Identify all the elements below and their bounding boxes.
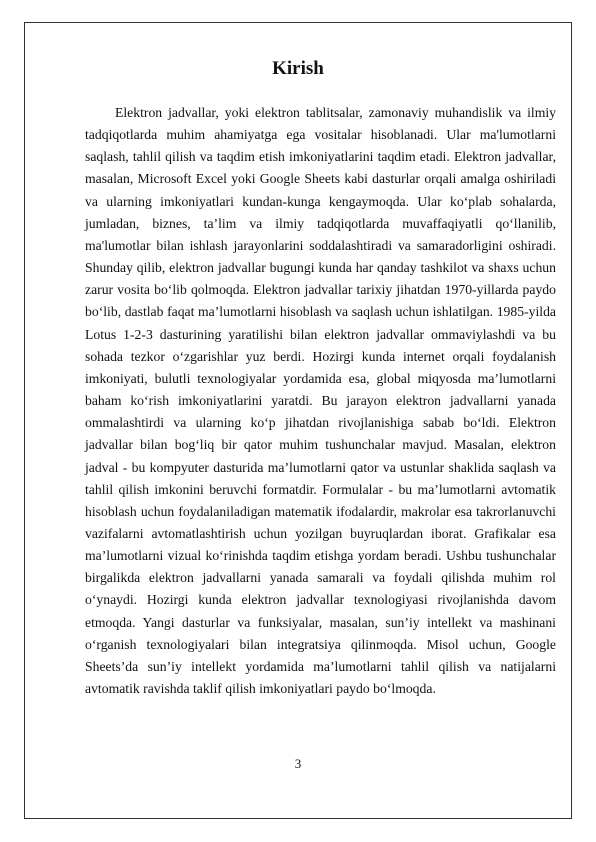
body-paragraph: Elektron jadvallar, yoki elektron tablitsalar, zamonaviy muhandislik va ilmiy tadqiqotlarda muhim ahamiyatga ega vositalar hisoblanadi. Ular ma'lumotlarni saqlash, tahlil qilish va taqdim etish imkoniyatlarini taqdim etadi. Elektron jadvallar, masalan, Microsoft Excel yoki Google Sheets kabi dasturlar orqali amalga oshiriladi va ularning imkoniyatlari kundan-kunga kengaymoqda. Ular ko‘plab sohalarda, jumladan, biznes, ta’lim va ilmiy tadqiqotlarda muvaffaqiyatli qo‘llanilib, ma'lumotlar bilan ishlash jarayonlarini soddalashtiradi va samaradorligini oshiradi. Shunday qilib, elektron jadvallar bugungi kunda har qanday tashkilot va shaxs uchun zarur vosita bo‘lib qolmoqda. Elektron jadvallar tarixiy jihatdan 1970-yillarda paydo bo‘lib, dastlab faqat ma’lumotlarni hisoblash va saqlash uchun ishlatilgan. 1985-yilda Lotus 1-2-3 dasturining yaratilishi bilan elektron jadvallar ommaviylashdi va bu sohada tezkor o‘zgarishlar yuz berdi. Hozirgi kunda internet orqali foydalanish imkoniyati, bulutli texnologiyalar yordamida esa, global miqyosda ma’lumotlarni baham ko‘rish imkoniyatlarini yaratdi. Bu jarayon elektron jadvallarni yanada ommalashtirdi va ularning ko‘p jihatdan rivojlanishiga sabab bo‘ldi. Elektron jadvallar bilan bog‘liq bir qator muhim tushunchalar mavjud. Masalan, elektron jadval - bu kompyuter dasturida ma’lumotlarni qator va ustunlar shaklida saqlash va tahlil qilish imkonini beruvchi formatdir. Formulalar - bu ma’lumotlarni avtomatik hisoblash uchun foydalaniladigan matematik ifodalardir, makrolar esa takrorlanuvchi vazifalarni avtomatlashtirish uchun yozilgan buyruqlardan iborat. Grafikalar esa ma’lumotlarni vizual ko‘rinishda taqdim etishga yordam beradi. Ushbu tushunchalar birgalikda elektron jadvallarni yanada samarali va foydali qilishda muhim rol o‘ynaydi. Hozirgi kunda elektron jadvallar texnologiyasi rivojlanishda davom etmoqda. Yangi dasturlar va funksiyalar, masalan, sun’iy intellekt va mashinani o‘rganish texnologiyalari bilan integratsiya qilinmoqda. Misol uchun, Google Sheets’da sun’iy intellekt yordamida ma’lumotlarni tahlil qilish va natijalarni avtomatik ravishda taklif qilish imkoniyatlari paydo bo‘lmoqda. <box>85 105 556 697</box>
page-number: 3 <box>294 756 302 771</box>
page-title: Kirish <box>272 58 324 79</box>
